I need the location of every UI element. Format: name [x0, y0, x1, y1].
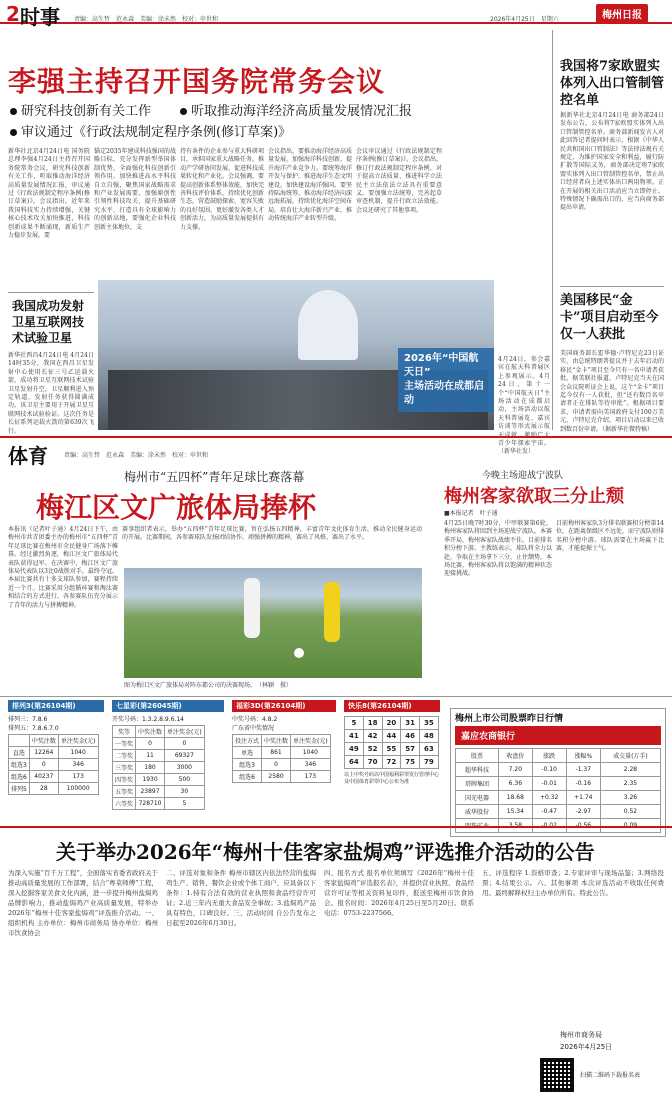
table-cell: 35 [420, 717, 439, 730]
side2-headline: 美国移民“金卡”项目启动至今仅一人获批 [560, 293, 659, 342]
table-cell: 346 [291, 759, 331, 771]
qr-label: 扫描二维码下载报名表 [580, 1072, 641, 1079]
stocks-title: 梅州上市公司股票昨日行情 [455, 714, 564, 724]
table-cell: 70 [363, 756, 382, 769]
lottery-note: 以上中奖号码以中国福利彩票发行管理中心及中国体育彩票中心公布为准 [344, 772, 440, 785]
table-row [233, 771, 331, 783]
table-row [345, 730, 439, 743]
lead-body-col5: 会议审议通过《行政法规制定程序条例(修订草案)》。会议指出，修订行政法规制定程序条例，对于提高立法质量、推进科学立法民主立法依法立法具有重要意义。要加强立法统筹，完善起草审查机制，提升行政立法效能。会议还研究了其他事项。 [356, 148, 442, 214]
table-cell: 7.20 [499, 763, 533, 777]
football-photo [124, 568, 422, 678]
table-cell: 30 [165, 786, 205, 798]
table-header: 中奖注数 [136, 726, 165, 738]
lottery-line: 开奖号码：1.3.2.8.9.6.14 [112, 716, 184, 723]
table-cell: 五等奖 [113, 786, 136, 798]
lead-body-col4: 会议指出，要推动海洋经济高质量发展，加强海洋科技创新，提升海洋产业竞争力。要统筹海洋开发与保护，推进海洋生态文明建设，加快建设海洋强国。要坚持陆海统筹，推动海洋经济向深远海拓展，持续优化海洋空间布局，培育壮大海洋新兴产业，推动传统海洋产业转型升级。 [268, 148, 353, 223]
table-row [9, 759, 99, 771]
table-header: 奖等 [113, 726, 136, 738]
section-rule [0, 826, 672, 828]
editors: 责编：高生哲 范永森 美编：涂未然 校对：申世和 [74, 16, 219, 23]
section-name: 时事 [20, 5, 60, 29]
table-cell: 173 [58, 771, 98, 783]
table-cell: -2.97 [566, 805, 600, 819]
table-cell: 5 [165, 798, 205, 810]
table-header: 涨跌 [532, 749, 566, 763]
table-cell: 国光电器 [456, 791, 499, 805]
lottery-table [232, 734, 331, 783]
table-cell: 0.52 [600, 805, 660, 819]
table-cell: 单选 [233, 747, 262, 759]
side1-headline: 我国将7家欧盟实体列入出口管制管控名单 [560, 59, 665, 108]
table-cell: -1.37 [566, 763, 600, 777]
table-cell: 直选 [9, 747, 30, 759]
side1-body: 据新华社北京4月24日电 商务部24日发布公告，公布将7家欧盟实体列入出口管制管控名单。商务部新闻发言人对此回答记者提问时表示，根据《中华人民共和国出口管制法》等法律法规有关规定，为维护国家安全和利益，履行防扩散等国际义务，商务部决定将7家欧盟实体列入出口管制管控名单，禁止出口经营者向上述实体出口两用物项。正在开展的相关出口活动应当立即停止。特殊情况下确需出口的，应当向商务部提出申请。 [560, 112, 664, 212]
lottery-table [344, 716, 439, 769]
notice-col3: 四、报名方式 报名单位须填写《2026年“梅州十佳客家盐焗鸡”评选报名表》，并提供营业执照、食品经营许可证等相关资料复印件，报送至梅州市饮食协会。报名时间：2026年4月25日至5月20日。联系电话：0753-2237566。 [324, 869, 474, 917]
table-cell: 组选6 [9, 771, 30, 783]
table-cell: 861 [262, 747, 291, 759]
table-cell: 44 [382, 730, 401, 743]
divider [8, 292, 94, 293]
table-row [233, 759, 331, 771]
notice-col2: 二、评选对象和条件 梅州市辖区内依法经营的盐焗鸡生产、销售、餐饮企业或个体工商户，应具备以下条件：1.持有合法有效的营业执照和食品经营许可证；2.近三年内无重大食品安全事故；3.盐焗鸡产品具有特色，口碑良好。三、活动时间 自公告发布之日起至2026年6月30日。 [166, 869, 316, 927]
lottery-block-2 [112, 700, 224, 810]
section-rule [0, 436, 672, 438]
sports-body-1: 本报讯（记者叶子通）4月24日下午，由梅州市共青团委主办的梅州市“五四杯”青年足球比赛在梅州市全民健身广场落下帷幕。经过激烈角逐，梅江区文广旅体局代表队获得冠军。在决赛中，梅江区文广旅体局代表队以3比0战胜对手，最终夺冠。本届比赛共有十多支球队参加，赛程持续近一个月。比赛采用分组循环赛和淘汰赛相结合的方式进行，各参赛队伍充分展示了青年的活力与拼搏精神。 [8, 526, 118, 609]
table-row [113, 798, 205, 810]
table-cell: 组选3 [9, 759, 30, 771]
lottery-table [112, 725, 205, 810]
table-row [113, 786, 205, 798]
player-yellow [324, 582, 340, 642]
lead-sub-1: 研究科技创新有关工作 [10, 100, 151, 119]
sports-kicker: 梅州市“五四杯”青年足球比赛落幕 [124, 470, 305, 484]
stocks-table [455, 748, 661, 833]
table-header: 单注奖金(元) [58, 735, 98, 747]
table-cell: 组选3 [233, 759, 262, 771]
table-cell: 5 [345, 717, 364, 730]
lottery-title: 排列3(第26104期) [8, 700, 104, 712]
table-row [113, 738, 205, 750]
table-cell: 二等奖 [113, 750, 136, 762]
notice-signature-date: 2026年4月25日 [560, 1043, 613, 1051]
table-cell: 0 [262, 759, 291, 771]
sports-headline: 梅江区文广旅体局捧杯 [36, 491, 317, 524]
lead-sub-3: 审议通过《行政法规制定程序条例(修订草案)》 [10, 121, 291, 140]
table-cell: 49 [345, 743, 364, 756]
table-row [345, 756, 439, 769]
table-header: 股票 [456, 749, 499, 763]
lottery-block-4 [344, 700, 440, 786]
table-cell: 一等奖 [113, 738, 136, 750]
lead-headline: 李强主持召开国务院常务会议 [8, 65, 386, 98]
divider [0, 696, 672, 697]
table-cell: 31 [401, 717, 420, 730]
notice-headline: 关于举办2026年“梅州十佳客家盐焗鸡”评选推介活动的公告 [56, 840, 595, 864]
table-cell: -0.16 [566, 777, 600, 791]
satellite-body: 新华社西昌4月24日电 4月24日14时35分，我国在西昌卫星发射中心使用长征三号乙运载火箭，成功将卫星互联网技术试验卫星发射升空，卫星顺利进入预定轨道，发射任务获得圆满成功。该卫星主要用于开展卫星互联网技术试验验证。这次任务是长征系列运载火箭的第639次飞行。 [8, 352, 94, 435]
sports-body-2: 赛事组织者表示，举办“五四杯”青年足球比赛，旨在弘扬五四精神，丰富青年文化体育生活，推动全民健身运动的开展。比赛期间，各参赛球队发扬团结协作、顽强拼搏的精神，赛出了风格、赛出了水平。 [122, 526, 422, 542]
lottery-title: 快乐8(第26104期) [344, 700, 440, 712]
table-cell: 79 [420, 756, 439, 769]
sports-editors: 责编：高生哲 范永森 美编：涂未然 校对：申世和 [64, 452, 209, 459]
table-row [456, 791, 661, 805]
table-cell: 48 [420, 730, 439, 743]
table-cell: 0 [136, 738, 165, 750]
table-row [456, 805, 661, 819]
table-cell: 72 [382, 756, 401, 769]
table-header: 收盘价 [499, 749, 533, 763]
table-row [233, 747, 331, 759]
table-cell: 728710 [136, 798, 165, 810]
column-divider [552, 30, 553, 430]
table-cell: 173 [291, 771, 331, 783]
lottery-block-1 [8, 700, 104, 795]
table-row [9, 771, 99, 783]
table-header: 单注奖金(元) [165, 726, 205, 738]
qr-code-icon[interactable] [540, 1058, 574, 1092]
side2-body: 美国商务部长霍华德·卢特尼克23日证实，由总统特朗普提议并于去年启动的移民“金卡”项目至今只有一名申请者获批。据美联社报道，卢特尼克当天在国会众议院听证会上说，这个“金卡”项目迄今仅有一人获批，但“还有数百名申请者正在排队等待审批”。根据项目要求，申请者需向美国政府支付100万美元，卢特尼克介绍，项目启动以来已收到数百份申请。（据新华社微特稿） [560, 350, 664, 433]
table-cell: 100000 [58, 783, 98, 795]
sports-body-3: 4月25日晚7时30分，中甲联赛第6轮，梅州客家队将回到主场迎战宁波队。本赛季开局，梅州客家队战绩不佳，目前排名积分榜下游。主教练表示，球队将全力以赴，争取在主场拿下三分，止住颓势。本场比赛，梅州客家队将以饱满的精神状态迎接挑战。 [444, 520, 553, 578]
table-cell: 55 [382, 743, 401, 756]
lead-body-col2: 锚定2035年建成科技强国的战略目标，充分发挥新型举国体制优势，全面强化科技创新引领作用。加快推进高水平科技自立自强，聚焦国家战略需求和产业发展需要，加强原创性引领性科技攻关，提升基础研究水平，打造具有全球影响力的创新高地，要强化企业科技创新主体地位，支 [94, 148, 176, 231]
table-row [9, 783, 99, 795]
table-cell: -0.10 [532, 763, 566, 777]
table-cell: 11 [136, 750, 165, 762]
lottery-title: 七星彩(第26045期) [112, 700, 224, 712]
table-cell: 六等奖 [113, 798, 136, 810]
table-cell: 18.68 [499, 791, 533, 805]
table-header: 中奖注数 [29, 735, 58, 747]
table-cell: 四等奖 [113, 774, 136, 786]
table-cell: 2580 [262, 771, 291, 783]
player-white [244, 578, 260, 638]
table-header: 投注方式 [233, 735, 262, 747]
lottery-line: 广东省中奖情况 [232, 725, 275, 732]
table-header: 单注奖金(元) [291, 735, 331, 747]
table-row [345, 743, 439, 756]
notice-col4: 五、评选程序 1.资格审查；2.专家评审与现场品鉴；3.网络投票；4.结果公示。六、其他事项 本次评选活动不收取任何费用。最终解释权归主办单位所有。特此公告。 [482, 869, 664, 897]
table-cell: +1.74 [566, 791, 600, 805]
table-cell: -0.47 [532, 805, 566, 819]
football [294, 648, 304, 658]
lottery-title: 福彩3D(第26104期) [232, 700, 336, 712]
table-cell: 41 [345, 730, 364, 743]
space-day-caption: 4月24日，参会嘉宾在航天科普展区上参观展示。4月24日，第十一个“中国航天日”主场活动在成都启动，主场活动以航天科普展览、嘉宾访谈等形式展示航 青少年探索宇宙。（新华社发） [498, 356, 550, 456]
table-cell: 0 [165, 738, 205, 750]
table-cell: 2.28 [600, 763, 660, 777]
table-cell: 46 [401, 730, 420, 743]
table-cell: 20 [382, 717, 401, 730]
table-row [456, 777, 661, 791]
table-cell: 18 [363, 717, 382, 730]
table-header: 涨幅% [566, 749, 600, 763]
table-cell: 500 [165, 774, 205, 786]
table-cell: 15.34 [499, 805, 533, 819]
table-cell: 180 [136, 762, 165, 774]
table-cell: 28 [29, 783, 58, 795]
notice-col1: 为深入实施“百千万工程”，全面落实省委省政府关于推动高质量发展的工作部署，结合“粤菜师傅”工程，深入挖掘客家美食文化内涵，进一步提升梅州盐焗鸡品牌影响力，推动盐焗鸡产业高质量发展，特举办2026年“梅州十佳客家盐焗鸡”评选推介活动。一、组织机构 主办单位：梅州市商务局 协办单位：梅州市饮食协会 [8, 869, 158, 937]
table-cell: 0 [29, 759, 58, 771]
table-cell: 346 [58, 759, 98, 771]
sports-body-4: 目前梅州客家队3分排名联赛积分榜第14位，在距离保级区不远处，而宁波队则排名积分榜中游。球队需要在主场赢下比赛，才能提振士气。 [556, 520, 665, 553]
table-row [9, 747, 99, 759]
satellite-model [298, 290, 358, 360]
lead-sub-2: 听取推动海洋经济高质量发展情况汇报 [180, 100, 412, 119]
table-cell: 威华股份 [456, 805, 499, 819]
table-cell: 64 [345, 756, 364, 769]
table-cell: 1040 [291, 747, 331, 759]
table-cell: 1930 [136, 774, 165, 786]
table-row [345, 717, 439, 730]
divider [560, 286, 664, 287]
table-cell: 75 [401, 756, 420, 769]
table-cell: 3.26 [600, 791, 660, 805]
table-cell: 57 [401, 743, 420, 756]
newspaper-logo: 梅州日报 [596, 4, 648, 23]
table-cell: 超华科技 [456, 763, 499, 777]
table-cell: 52 [363, 743, 382, 756]
table-header: 中奖注数 [262, 735, 291, 747]
table-cell: 42 [363, 730, 382, 743]
lead-body-col1: 新华社北京4月24日电 国务院总理李强4月24日主持召开国务院常务会议，研究科技创新有关工作，听取推动海洋经济高质量发展情况汇报，审议通过《行政法规制定程序条例(修订草案)》。会议指出，近年来我国科技实力持续增强，关键核心技术攻关加快推进，科技创新成果不断涌现，新质生产力稳步发展。要 [8, 148, 90, 240]
bullet-icon [10, 129, 17, 136]
table-cell: 组选6 [233, 771, 262, 783]
stocks-banner: 嘉应农商银行 [455, 726, 661, 745]
bullet-icon [180, 108, 187, 115]
lottery-block-3 [232, 700, 336, 783]
table-cell: 6.36 [499, 777, 533, 791]
table-cell: 排列5 [9, 783, 30, 795]
table-cell: 三等奖 [113, 762, 136, 774]
satellite-headline: 我国成功发射卫星互联网技术试验卫星 [12, 299, 85, 345]
bullet-icon [10, 108, 17, 115]
table-cell: 69327 [165, 750, 205, 762]
table-header: 成交量(万手) [600, 749, 660, 763]
date: 2026年4月25日 星期六 [490, 16, 559, 23]
table-cell: 63 [420, 743, 439, 756]
page-number: 2 [6, 2, 20, 26]
sports-kicker-2: 今晚主场迎战宁波队 [482, 471, 564, 481]
table-cell: 2.35 [600, 777, 660, 791]
table-row [456, 763, 661, 777]
table-cell: 23897 [136, 786, 165, 798]
table-row [113, 762, 205, 774]
sports-section-name: 体育 [8, 444, 48, 468]
lead-body-col3: 持有条件的企业参与重大科研项目，承担国家重大战略任务，推动产学研协同发展，促进科技成果转化和产业化。会议强调，要提高创新体系整体效能，加快完善科技评价体系，持续优化创新生态，营造鼓励探索、宽容失败的良好氛围，更好激发各类人才创新活力，为高质量发展提供有力支撑。 [180, 148, 265, 231]
table-cell: 3000 [165, 762, 205, 774]
table-header [9, 735, 30, 747]
table-cell: +0.32 [532, 791, 566, 805]
stocks-box [450, 708, 666, 837]
table-cell: 1040 [58, 747, 98, 759]
football-caption: 图为梅江区文广旅体局对阵东都公司的决赛现场。 （林颖 摄） [124, 682, 293, 689]
table-row [113, 750, 205, 762]
lottery-line: 中奖号码：4.8.2 [232, 716, 278, 723]
table-cell: 塔牌集团 [456, 777, 499, 791]
sports-byline-2: ■本报记者 叶子通 [444, 510, 498, 517]
table-cell: -0.01 [532, 777, 566, 791]
lottery-line: 排列三：7.8.6 [8, 716, 48, 723]
space-day-banner: 2026年“中国航天日” 主场活动在成都启动 [398, 348, 494, 412]
table-cell: 12264 [29, 747, 58, 759]
lottery-line: 排列五：7.8.6.7.0 [8, 725, 59, 732]
sports-headline-2: 梅州客家欲取三分止颓 [444, 486, 624, 507]
lottery-table [8, 734, 99, 795]
notice-signature-org: 梅州市商务局 [560, 1031, 602, 1039]
table-row [113, 774, 205, 786]
table-cell: 40237 [29, 771, 58, 783]
